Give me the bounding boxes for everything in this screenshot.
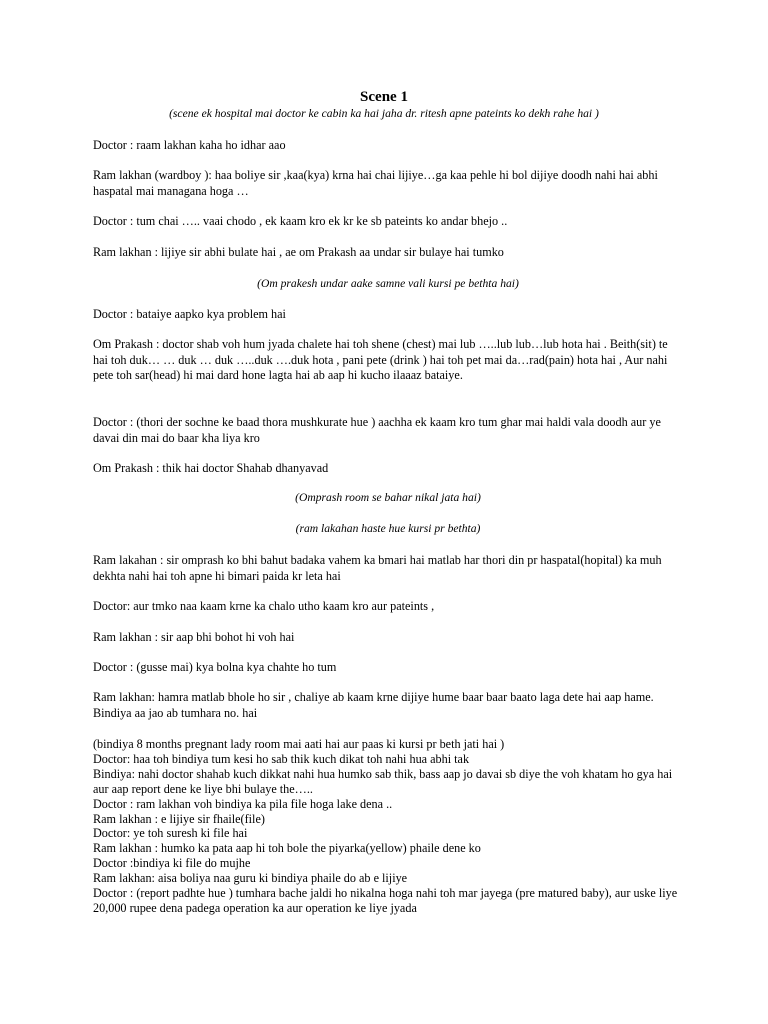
stage-direction: (ram lakahan haste hue kursi pr bethta) bbox=[295, 522, 481, 535]
dialogue-line: Ram lakahan : sir omprash ko bhi bahut badaka vahem ka bmari hai matlab har thori din pr haspatal(hopital) ka muh dekhta nahi hai toh apne hi bimari paida kr leta hai bbox=[93, 553, 662, 583]
dialogue-line: Doctor : bataiye aapko kya problem hai bbox=[93, 307, 286, 321]
scene-title: Scene 1 bbox=[360, 89, 408, 105]
dialogue-line: Doctor : (gusse mai) kya bolna kya chahte ho tum bbox=[93, 660, 337, 674]
dialogue-line: Doctor: aur tmko naa kaam krne ka chalo utho kaam kro aur pateints , bbox=[93, 599, 435, 613]
dialogue-line: Ram lakhan (wardboy ): haa boliye sir ,kaa(kya) krna hai chai lijiye…ga kaa pehle hi bol dijiye doodh nahi hai abhi haspatal mai managana hoga … bbox=[93, 168, 658, 198]
dialogue-block: (bindiya 8 months pregnant lady room mai aati hai aur paas ki kursi pr beth jati hai ) Doctor: haa toh bindiya tum kesi ho sab thik kuch dikat toh nahi hua abhi tak Bindiya: nahi doctor shahab kuch dikkat nahi hua humko sab thik, bass aap jo davai sb diye the voh khatam ho gya hai aur aap report dene ke liye bhi bulaye the….. Doctor : ram lakhan voh bindiya ka pila file hoga lake dena .. Ram lakhan : e lijiye sir fhaile(file) Doctor: ye toh suresh ki file hai Ram lakhan : humko ka pata aap hi toh bole the piyarka(yellow) phaile dene ko Doctor :bindiya ki file do mujhe Ram lakhan: aisa boliya naa guru ki bindiya phaile do ab e lijiye Doctor : (report padhte hue ) tumhara bache jaldi ho nikalna hoga nahi toh mar jayega (pre matured baby), aur uske liye 20,000 rupee dena padega operation ka aur operation ke liye jyada bbox=[93, 737, 678, 915]
scene-description: (scene ek hospital mai doctor ke cabin ka hai jaha dr. ritesh apne pateints ko dekh rahe hai ) bbox=[169, 107, 599, 120]
dialogue-line: Doctor : tum chai ….. vaai chodo , ek kaam kro ek kr ke sb pateints ko andar bhejo .. bbox=[93, 214, 508, 228]
dialogue-line: Ram lakhan : sir aap bhi bohot hi voh hai bbox=[93, 630, 295, 644]
dialogue-line: Ram lakhan: hamra matlab bhole ho sir , chaliye ab kaam krne dijiye hume baar baar baato laga dete hai aap hame. Bindiya aa jao ab tumhara no. hai bbox=[93, 690, 654, 720]
dialogue-line: Doctor : raam lakhan kaha ho idhar aao bbox=[93, 138, 286, 152]
dialogue-line: Om Prakash : doctor shab voh hum jyada chalete hai toh shene (chest) mai lub …..lub lub…lub hota hai . Beith(sit) te hai toh duk… … duk … duk …..duk ….duk hota , pani pete (drink ) hai toh pet mai da…rad(pain) hota hai , Aur nahi pete toh sar(head) hi mai dard hone lagta hai ab aap hi kucho ilaaaz bataiye. bbox=[93, 337, 668, 382]
stage-direction: (Omprash room se bahar nikal jata hai) bbox=[295, 491, 481, 504]
dialogue-line: Om Prakash : thik hai doctor Shahab dhanyavad bbox=[93, 461, 329, 475]
dialogue-line: Doctor : (thori der sochne ke baad thora mushkurate hue ) aachha ek kaam kro tum ghar mai haldi vala doodh aur ye davai din mai do baar kha liya kro bbox=[93, 415, 661, 445]
dialogue-line: Ram lakhan : lijiye sir abhi bulate hai , ae om Prakash aa undar sir bulaye hai tumko bbox=[93, 245, 504, 259]
stage-direction: (Om prakesh undar aake samne vali kursi pe bethta hai) bbox=[257, 277, 519, 290]
